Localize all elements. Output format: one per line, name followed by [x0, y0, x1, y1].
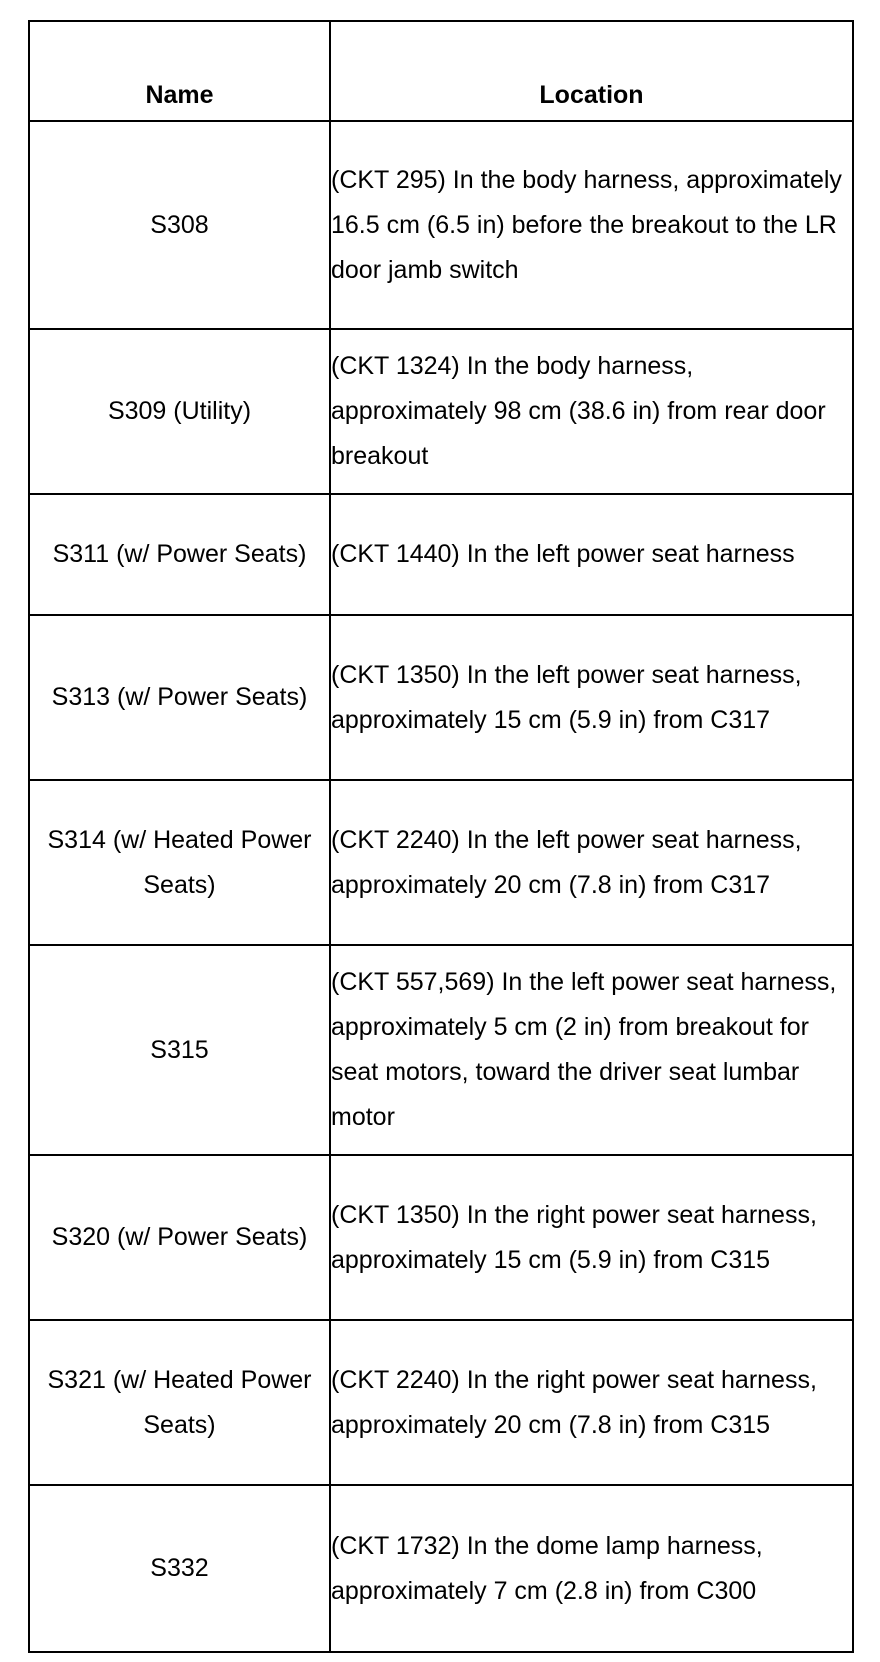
table-row	[29, 945, 853, 1155]
table-row	[29, 780, 853, 945]
table-header-row	[29, 21, 853, 121]
splice-location: (CKT 557,569) In the left power seat harness, approximately 5 cm (2 in) from breakout for seat motors, toward the driver seat lumbar motor	[330, 945, 853, 1155]
splice-name: S313 (w/ Power Seats)	[29, 615, 330, 780]
table-row	[29, 329, 853, 494]
splice-name: S314 (w/ Heated Power Seats)	[29, 780, 330, 945]
table-row	[29, 1155, 853, 1320]
splice-location: (CKT 1324) In the body harness, approximately 98 cm (38.6 in) from rear door breakout	[330, 329, 853, 494]
splice-location: (CKT 1732) In the dome lamp harness, approximately 7 cm (2.8 in) from C300	[330, 1485, 853, 1652]
header-location: Location	[330, 21, 853, 121]
table-row	[29, 1485, 853, 1652]
splice-name: S311 (w/ Power Seats)	[29, 494, 330, 615]
splice-name: S315	[29, 945, 330, 1155]
table-row	[29, 1320, 853, 1485]
splice-location: (CKT 2240) In the right power seat harness, approximately 20 cm (7.8 in) from C315	[330, 1320, 853, 1485]
splice-location: (CKT 1440) In the left power seat harness	[330, 494, 853, 615]
table-row	[29, 615, 853, 780]
splice-name: S332	[29, 1485, 330, 1652]
splice-name: S309 (Utility)	[29, 329, 330, 494]
splice-location: (CKT 2240) In the left power seat harness, approximately 20 cm (7.8 in) from C317	[330, 780, 853, 945]
splice-location: (CKT 295) In the body harness, approximately 16.5 cm (6.5 in) before the breakout to the LR door jamb switch	[330, 121, 853, 329]
table-row	[29, 121, 853, 329]
splice-location: (CKT 1350) In the left power seat harness, approximately 15 cm (5.9 in) from C317	[330, 615, 853, 780]
splice-location-table	[28, 20, 854, 1653]
header-name: Name	[29, 21, 330, 121]
table-row	[29, 494, 853, 615]
splice-location: (CKT 1350) In the right power seat harness, approximately 15 cm (5.9 in) from C315	[330, 1155, 853, 1320]
splice-name: S320 (w/ Power Seats)	[29, 1155, 330, 1320]
splice-name: S321 (w/ Heated Power Seats)	[29, 1320, 330, 1485]
splice-name: S308	[29, 121, 330, 329]
